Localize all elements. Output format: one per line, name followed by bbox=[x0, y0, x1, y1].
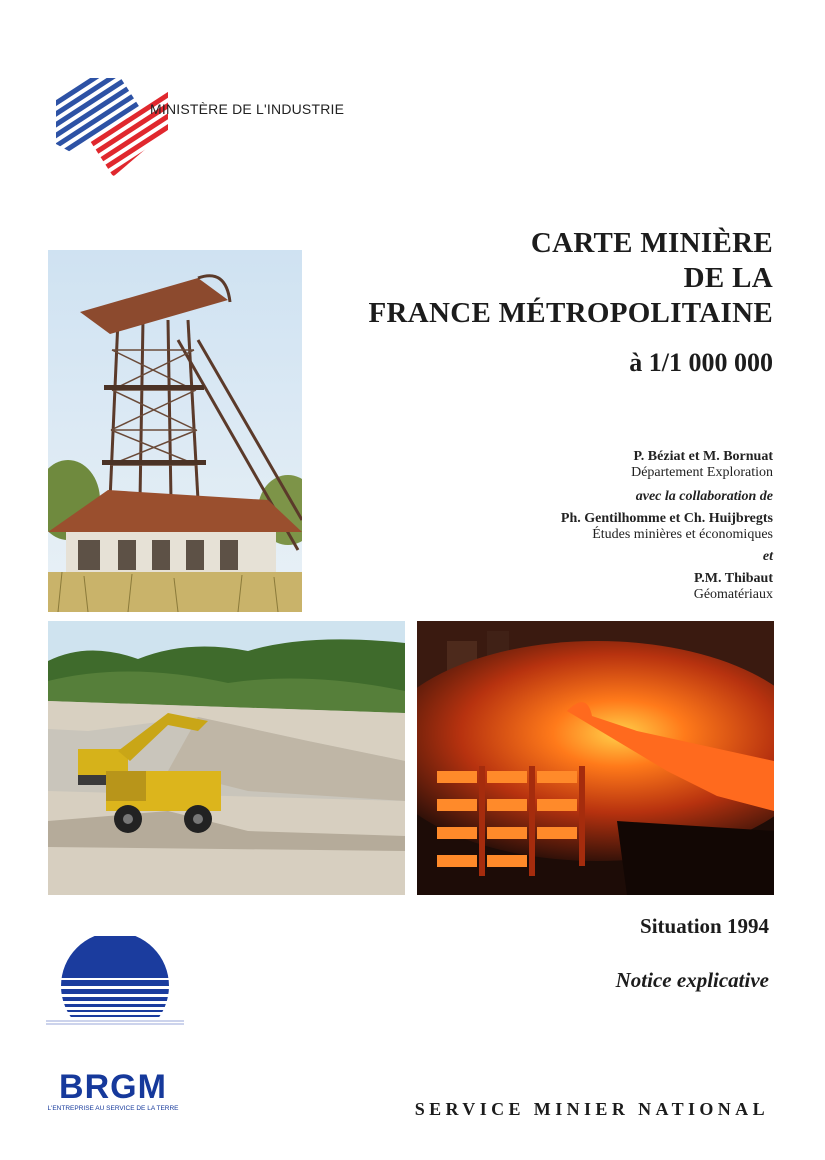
brgm-tagline: L'ENTREPRISE AU SERVICE DE LA TERRE bbox=[47, 1105, 179, 1112]
molten-metal-photo bbox=[417, 621, 774, 895]
secondary-authors: Ph. Gentilhomme et Ch. Huijbregts bbox=[560, 511, 773, 526]
document-title bbox=[253, 226, 773, 378]
map-scale: à 1/1 000 000 bbox=[629, 348, 773, 377]
tertiary-department: Géomatériaux bbox=[693, 587, 773, 602]
ministry-name: MINISTÈRE DE L'INDUSTRIE bbox=[150, 101, 345, 117]
title-line-1: CARTE MINIÈRE bbox=[530, 227, 773, 259]
authors-block bbox=[353, 449, 773, 603]
title-line-2: DE LA bbox=[683, 262, 773, 294]
conjunction: et bbox=[762, 549, 773, 564]
primary-department: Département Exploration bbox=[631, 465, 773, 480]
primary-authors: P. Béziat et M. Bornuat bbox=[633, 449, 773, 464]
notice-label: Notice explicative bbox=[615, 968, 769, 992]
mine-headframe-photo bbox=[48, 250, 302, 612]
service-footer: SERVICE MINIER NATIONAL bbox=[414, 1099, 769, 1119]
title-line-3: FRANCE MÉTROPOLITAINE bbox=[368, 297, 773, 329]
secondary-department: Études minières et économiques bbox=[592, 527, 773, 542]
tertiary-author: P.M. Thibaut bbox=[694, 571, 773, 586]
ministry-stripes-logo bbox=[56, 78, 168, 176]
brgm-globe-logo bbox=[46, 936, 184, 1026]
quarry-trucks-photo bbox=[48, 621, 405, 895]
situation-year: Situation 1994 bbox=[640, 914, 769, 938]
brgm-name: BRGM bbox=[59, 1068, 167, 1106]
collaboration-intro: avec la collaboration de bbox=[635, 489, 773, 504]
